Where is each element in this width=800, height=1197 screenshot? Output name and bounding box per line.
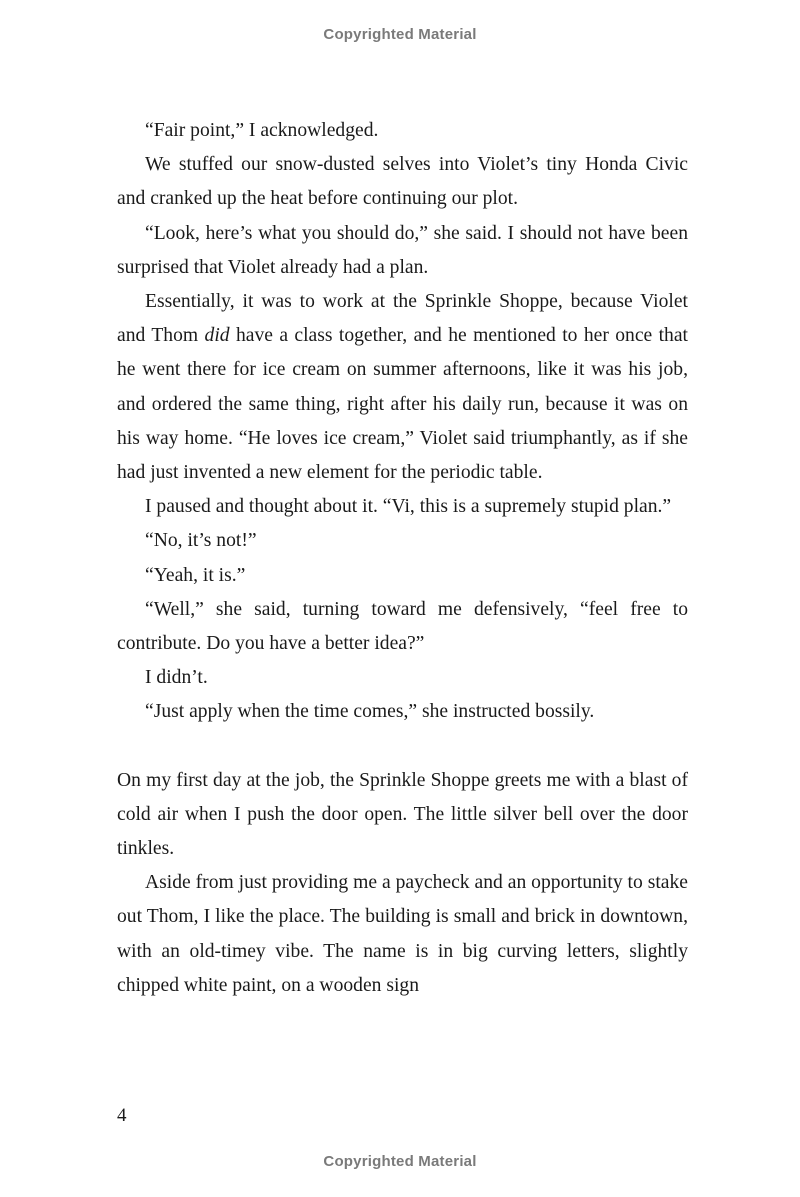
book-page-text	[117, 114, 688, 1003]
paragraph: “No, it’s not!”	[145, 530, 257, 552]
emphasized-word: did	[204, 325, 230, 347]
copyright-watermark-top: Copyrighted Material	[323, 26, 477, 43]
paragraph: “Yeah, it is.”	[145, 564, 246, 586]
paragraph: We stuffed our snow-dusted selves into Violet’s tiny Honda Civic and cranked up the heat before continuing our plot.	[117, 154, 688, 210]
paragraph-text: Essentially, it was to work at the Sprinkle Shoppe, because Violet and Thom	[117, 291, 688, 347]
paragraph	[117, 285, 688, 490]
section-opening-paragraph: On my first day at the job, the Sprinkle Shoppe greets me with a blast of cold air when I push the door open. The little silver bell over the door tinkles.	[117, 769, 688, 860]
paragraph: “Just apply when the time comes,” she instructed bossily.	[145, 701, 595, 723]
paragraph-text: have a class together, and he mentioned to her once that he went there for ice cream on summer afternoons, like it was his job, and ordered the same thing, right after his daily run, because it was on his way home. “He loves ice cream,” Violet said triumphantly, as if she had just invented a new element for the periodic table.	[117, 325, 688, 484]
paragraph: “Well,” she said, turning toward me defensively, “feel free to contribute. Do you have a better idea?”	[117, 598, 688, 655]
copyright-watermark-bottom: Copyrighted Material	[323, 1153, 477, 1170]
paragraph: I paused and thought about it. “Vi, this is a supremely stupid plan.”	[145, 496, 672, 518]
paragraph: Aside from just providing me a paycheck and an opportunity to stake out Thom, I like the place. The building is small and brick in downtown, with an old-timey vibe. The name is in big curving letters, slightly chipped white paint, on a wooden sign	[117, 872, 688, 996]
paragraph: “Look, here’s what you should do,” she said. I should not have been surprised that Violet already had a plan.	[117, 222, 688, 278]
paragraph: I didn’t.	[145, 667, 208, 689]
page-number: 4	[117, 1105, 127, 1126]
paragraph: “Fair point,” I acknowledged.	[145, 120, 379, 141]
